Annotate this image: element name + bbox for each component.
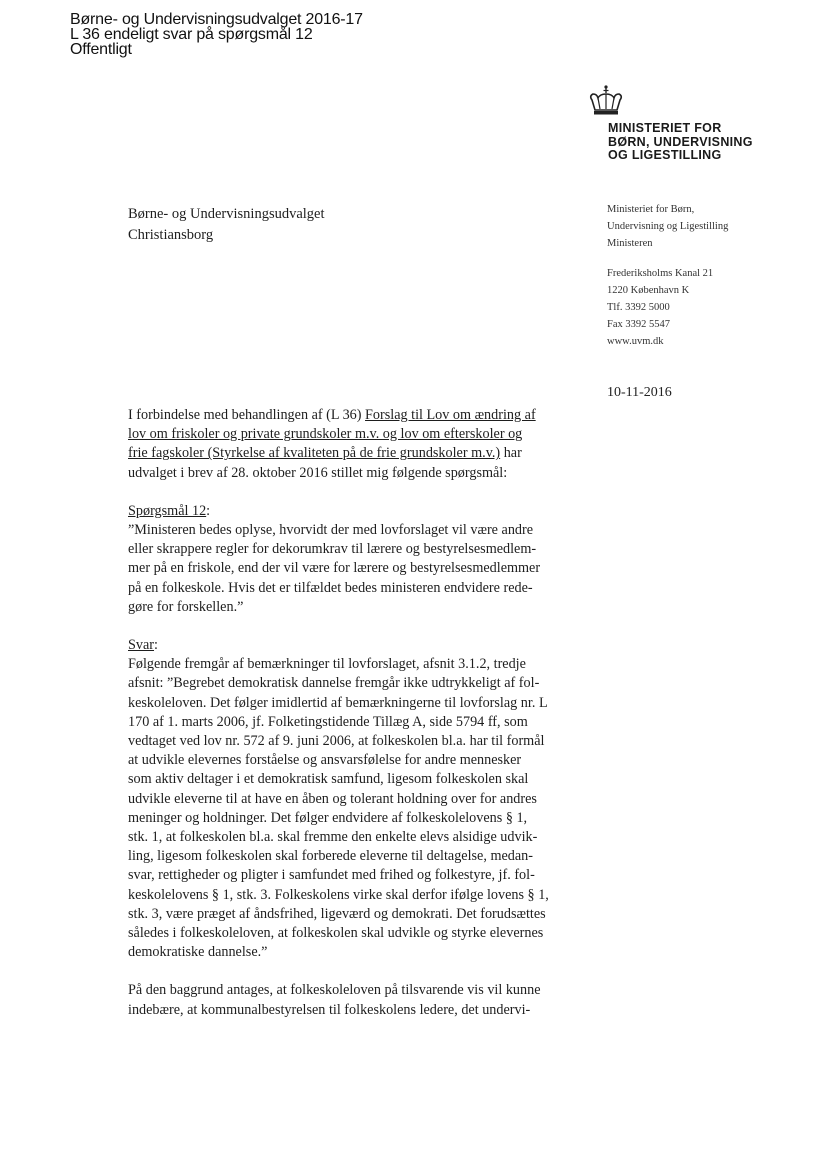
stamp-answer-ref: L 36 endeligt svar på spørgsmål 12 xyxy=(70,26,313,43)
letter-body xyxy=(128,406,558,1020)
question-heading: Spørgsmål 12 xyxy=(128,502,207,519)
closing-paragraph: På den baggrund antages, at folkeskoleloven på tilsvarende vis vil kunne indebære, at kommunalbestyrelsen til folkeskolens ledere, det undervi- xyxy=(128,982,541,1018)
crown-icon xyxy=(586,84,626,120)
recipient-address xyxy=(128,204,325,246)
sender-city: 1220 København K xyxy=(607,285,690,296)
bill-title-line3: frie fagskoler (Styrkelse af kvaliteten på de frie grundskoler m.v.) xyxy=(128,445,501,462)
bill-title-link: Forslag til Lov om ændring af xyxy=(365,407,536,423)
sender-web: www.uvm.dk xyxy=(607,336,664,347)
stamp-status: Offentligt xyxy=(70,41,132,58)
recipient-location: Christiansborg xyxy=(128,227,214,243)
stamp-committee: Børne- og Undervisningsudvalget 2016-17 xyxy=(70,11,363,28)
sender-street: Frederiksholms Kanal 21 xyxy=(607,268,714,279)
bill-title-line2: lov om friskoler og private grundskoler m.v. og lov om efterskoler og xyxy=(128,426,523,443)
answer-heading: Svar xyxy=(128,637,155,654)
sender-fax: Fax 3392 5547 xyxy=(607,319,670,330)
letter-date: 10-11-2016 xyxy=(607,385,672,400)
sender-phone: Tlf. 3392 5000 xyxy=(607,302,670,313)
intro-paragraph: I forbindelse med behandlingen af (L 36) Forslag til Lov om ændring af lov om friskoler og private grundskoler m.v. og lov om efterskoler og frie fagskoler (Styrkelse af kvaliteten på de frie grundskoler m.v.) har udvalget i brev af 28. oktober 2016 stillet mig følgende spørgsmål: xyxy=(128,406,558,483)
answer-section: Svar: Følgende fremgår af bemærkninger til lovforslaget, afsnit 3.1.2, tredje afsnit: ”Begrebet demokratisk dannelse fremgår ikke udtrykkeligt af fol- keskoleloven. Det følger imidlertid af bemærkningerne til lovforslag nr. L 170 af 1. marts 2006, jf. Folketingstidende Tillæg A, side 5794 ff, som vedtaget ved lov nr. 572 af 9. juni 2006, at folkeskolen bl.a. har til formål at udvikle elevernes forståelse og ansvarsfølelse for andre mennesker som aktiv deltager i et demokratisk samfund, ligesom folkeskolen skal udvikle eleverne til at have en åben og tolerant holdning over for andres meninger og holdninger. Det følger endvidere af folkeskolelovens § 1, stk. 1, at folkeskolen bl.a. skal fremme den enkelte elevs alsidige udvik- ling, ligesom folkeskolen skal forberede eleverne til deltagelse, medan- svar, rettigheder og pligter i samfundet med frihed og folkestyre, jf. fol- keskolelovens § 1, stk. 3. Folkeskolens virke skal derfor ifølge lovens § 1, stk. 3, være præget af åndsfrihed, ligeværd og demokrati. Det forudsættes således i folkeskoleloven, at folkeskolen skal udvikle og styrke elevernes demokratiske dannelse.” xyxy=(128,637,549,961)
recipient-name: Børne- og Undervisningsudvalget xyxy=(128,206,325,222)
sender-contact xyxy=(607,265,713,350)
document-stamp xyxy=(70,12,363,57)
ministry-logo-text: MINISTERIET FOR BØRN, UNDERVISNING OG LIGESTILLING xyxy=(608,121,753,162)
sender-department: Ministeriet for Børn, Undervisning og Ligestilling Ministeren xyxy=(607,204,729,249)
question-section: Spørgsmål 12: ”Ministeren bedes oplyse, hvorvidt der med lovforslaget vil være andre eller skrappere regler for dekorumkrav til lærere og bestyrelsesmedlem- mer på en friskole, end der vil være for lærere og bestyrelsesmedlemmer på en folkeskole. Hvis det er tilfældet bedes ministeren endvidere rede- gøre for forskellen.” xyxy=(128,502,541,615)
